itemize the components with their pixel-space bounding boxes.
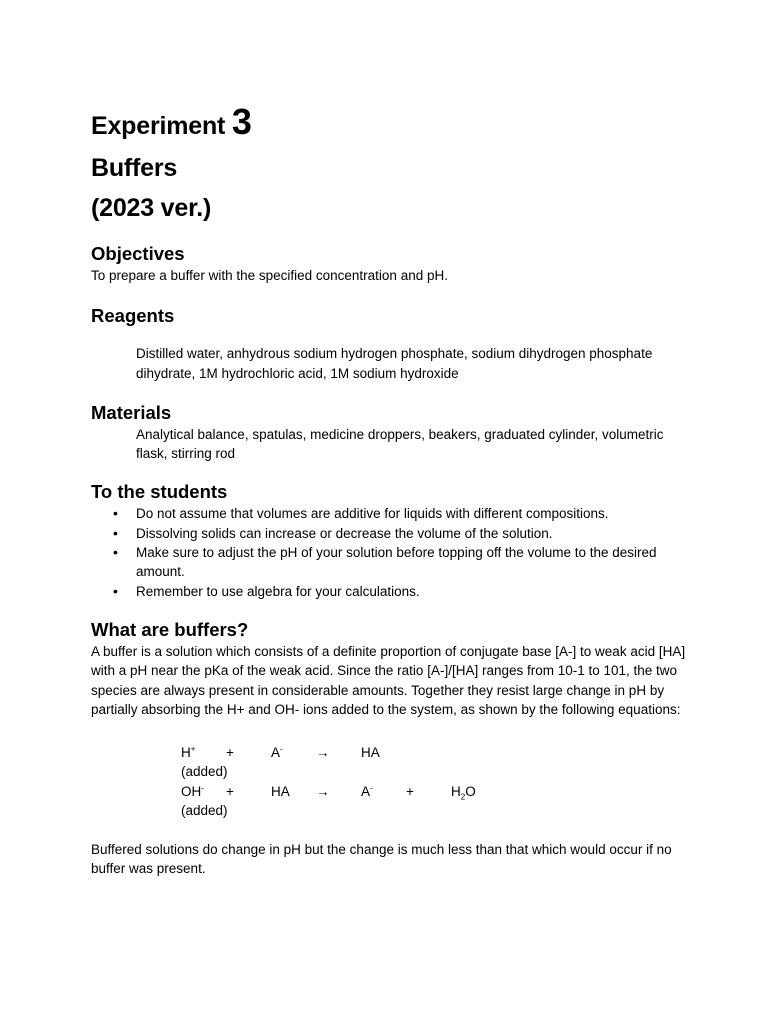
eq2-arrow: → bbox=[316, 784, 330, 800]
list-item: • Do not assume that volumes are additive for liquids with different compositions. bbox=[91, 504, 691, 523]
eq2-reactant1: OH- bbox=[181, 783, 204, 800]
eq2-plus2: + bbox=[406, 784, 414, 800]
objectives-text: To prepare a buffer with the specified concentration and pH. bbox=[91, 268, 448, 283]
objectives-heading: Objectives bbox=[91, 243, 185, 264]
eq2-note: (added) bbox=[181, 803, 228, 819]
list-item: • Make sure to adjust the pH of your solution before topping off the volume to the desired amount. bbox=[91, 543, 691, 582]
students-heading: To the students bbox=[91, 481, 228, 503]
students-list bbox=[91, 504, 691, 600]
eq2-plus: + bbox=[226, 784, 234, 800]
document-page bbox=[91, 100, 691, 879]
buffers-intro: A buffer is a solution which consists of a definite proportion of conjugate base [A-] to weak acid [HA] with a pH near the pKa of the weak acid. Since the ratio [A-]/[HA] ranges from 10-1 to 101, the two species are always present in considerable amounts. Together they resist large change in pH by partially absorbing the H+ and OH- ions added to the system, as shown by the following equations: bbox=[91, 643, 686, 717]
eq1-reactant2: A- bbox=[271, 744, 283, 761]
eq2-product1: A- bbox=[361, 783, 373, 800]
buffers-heading: What are buffers? bbox=[91, 618, 249, 640]
reagents-text: Distilled water, anhydrous sodium hydrogen phosphate, sodium dihydrogen phosphate dihydrate, 1M hydrochloric acid, 1M sodium hydroxide bbox=[136, 346, 653, 381]
eq1-arrow: → bbox=[316, 745, 330, 761]
reagents-heading: Reagents bbox=[91, 305, 175, 327]
eq1-reactant1: H+ bbox=[181, 744, 196, 761]
experiment-number: 3 bbox=[231, 101, 252, 142]
eq2-reactant2: HA bbox=[271, 784, 290, 800]
list-item: • Dissolving solids can increase or decrease the volume of the solution. bbox=[91, 524, 691, 543]
experiment-word: Experiment bbox=[91, 112, 226, 140]
buffers-conclusion: Buffered solutions do change in pH but the change is much less than that which would occur if no buffer was present. bbox=[91, 842, 672, 877]
eq2-product2: $H_2O$ bbox=[451, 784, 476, 802]
equations-block bbox=[91, 743, 691, 821]
experiment-title bbox=[91, 100, 691, 148]
topic-title: Buffers bbox=[91, 154, 178, 182]
list-item: • Remember to use algebra for your calculations. bbox=[91, 582, 691, 601]
eq1-note: (added) bbox=[181, 764, 228, 780]
eq1-product: HA bbox=[361, 745, 380, 761]
materials-text: Analytical balance, spatulas, medicine droppers, beakers, graduated cylinder, volumetric flask, stirring rod bbox=[136, 426, 664, 462]
eq1-plus: + bbox=[226, 745, 234, 761]
materials-heading: Materials bbox=[91, 401, 172, 423]
version-title: (2023 ver.) bbox=[91, 194, 212, 222]
